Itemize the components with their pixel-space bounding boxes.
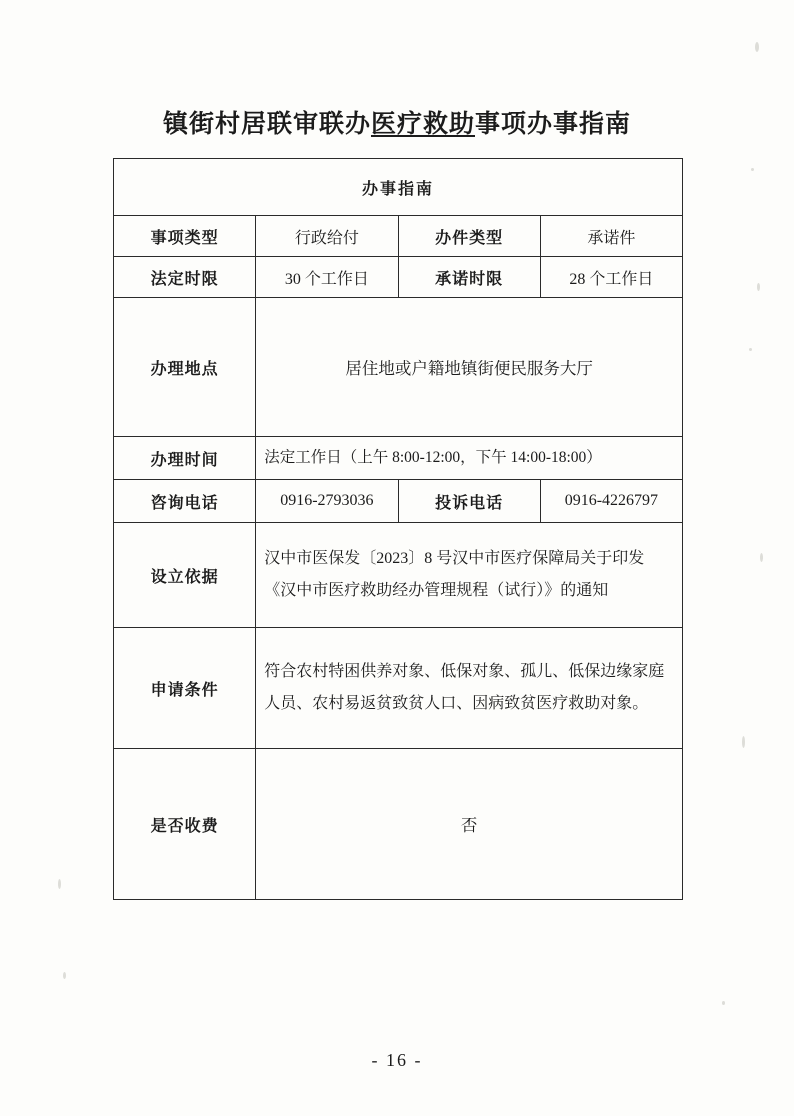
row-label-complaint-phone: 投诉电话 — [398, 480, 540, 523]
row-label-promised-limit: 承诺时限 — [398, 257, 540, 298]
scan-speck — [722, 1001, 725, 1005]
table-row — [114, 159, 683, 216]
row-label-hours: 办理时间 — [114, 437, 256, 480]
page-title-prefix: 镇街村居联审联办 — [162, 111, 371, 138]
row-label-case-type: 办件类型 — [398, 216, 540, 257]
row-value-promised-limit: 28 个工作日 — [540, 257, 682, 298]
guide-table — [113, 158, 683, 900]
row-label-fee: 是否收费 — [114, 749, 256, 900]
table-row — [114, 298, 683, 437]
row-label-conditions: 申请条件 — [114, 628, 256, 749]
table-row — [114, 257, 683, 298]
row-value-fee: 否 — [256, 749, 683, 900]
scan-speck — [749, 348, 752, 351]
table-row — [114, 628, 683, 749]
scan-speck — [58, 879, 61, 889]
scan-speck — [760, 553, 763, 562]
table-header-cell: 办事指南 — [114, 159, 683, 216]
row-value-hours: 法定工作日（上午 8:00-12:00，下午 14:00-18:00） — [256, 437, 683, 480]
row-label-item-type: 事项类型 — [114, 216, 256, 257]
row-label-legal-limit: 法定时限 — [114, 257, 256, 298]
page-title-keyword: 医疗救助 — [370, 111, 475, 138]
table-row — [114, 216, 683, 257]
row-label-location: 办理地点 — [114, 298, 256, 437]
scan-speck — [63, 972, 66, 979]
row-value-conditions: 符合农村特困供养对象、低保对象、孤儿、低保边缘家庭人员、农村易返贫致贫人口、因病致贫医疗救助对象。 — [256, 628, 683, 749]
table-row — [114, 480, 683, 523]
row-label-consult-phone: 咨询电话 — [114, 480, 256, 523]
row-value-case-type: 承诺件 — [540, 216, 682, 257]
row-value-complaint-phone: 0916-4226797 — [540, 480, 682, 523]
row-value-location: 居住地或户籍地镇街便民服务大厅 — [256, 298, 683, 437]
row-value-consult-phone: 0916-2793036 — [256, 480, 398, 523]
scan-speck — [757, 283, 760, 291]
page-title-suffix: 事项办事指南 — [475, 111, 632, 138]
table-row — [114, 523, 683, 628]
page-number: - 16 - — [371, 1050, 423, 1070]
row-label-basis: 设立依据 — [114, 523, 256, 628]
table-row — [114, 749, 683, 900]
scan-speck — [755, 42, 759, 52]
table-row — [114, 437, 683, 480]
row-value-item-type: 行政给付 — [256, 216, 398, 257]
row-value-basis: 汉中市医保发〔2023〕8 号汉中市医疗保障局关于印发《汉中市医疗救助经办管理规程（试行）》的通知 — [256, 523, 683, 628]
scan-speck — [742, 736, 745, 748]
scan-speck — [751, 168, 754, 171]
row-value-legal-limit: 30 个工作日 — [256, 257, 398, 298]
page-title — [0, 104, 794, 140]
